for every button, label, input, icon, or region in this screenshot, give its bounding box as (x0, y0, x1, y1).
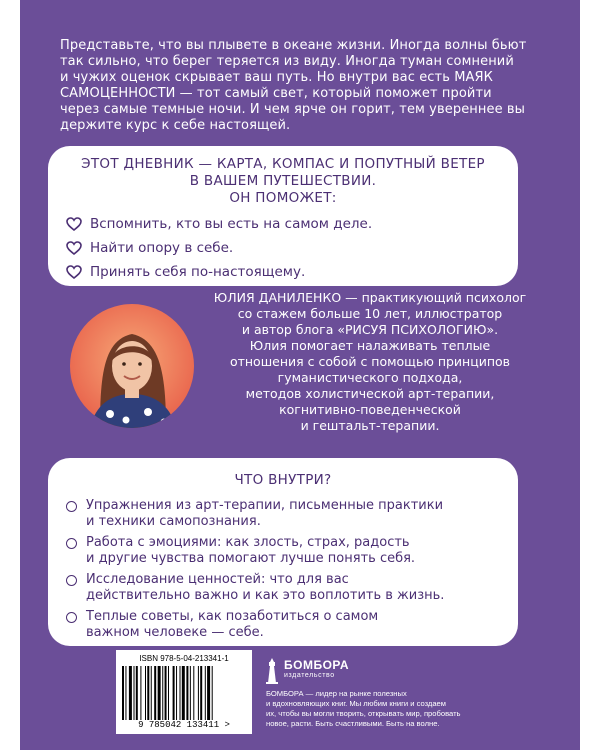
list-item-text: Принять себя по-настоящему. (90, 264, 306, 280)
author-bio-line: Юлия помогает налаживать теплые (249, 338, 491, 353)
isbn-number: ISBN 978-5-04-213341-1 (139, 654, 229, 663)
barcode-bar (207, 666, 210, 720)
barcode-bar (200, 666, 202, 720)
barcode-bar (125, 666, 126, 720)
barcode-bar (158, 666, 161, 720)
lighthouse-icon (264, 656, 280, 684)
diary-heading-line: ЭТОТ ДНЕВНИК — КАРТА, КОМПАС И ПОПУТНЫЙ ВЕТЕР (81, 156, 485, 172)
list-item (66, 572, 506, 604)
diary-heading-line: ОН ПОМОЖЕТ: (229, 190, 337, 206)
publisher-blurb-line: их, чтобы вы могли творить, открывать мир, пробовать (266, 709, 461, 718)
list-item (66, 498, 506, 530)
publisher-logo (264, 656, 374, 686)
barcode-bar (134, 666, 135, 720)
diary-heading (48, 156, 518, 207)
diary-list (66, 212, 372, 284)
list-item-text: Исследование ценностей: что для вас действительно важно и как это воплотить в жизнь. (86, 572, 445, 603)
circle-bullet-icon (66, 612, 77, 623)
barcode-bar (122, 666, 124, 720)
list-item (66, 236, 372, 260)
barcode-bar (147, 666, 149, 720)
barcode-bar (198, 666, 199, 720)
author-bio-line: когнитивно-поведенческой (279, 402, 461, 417)
barcode-bar (186, 666, 188, 720)
list-item (66, 260, 372, 284)
list-item (66, 609, 506, 641)
intro-line: САМОЦЕННОСТИ — тот самый свет, который поможет пройти (60, 86, 492, 101)
barcode-bar (151, 666, 152, 720)
author-bio-line: отношения с собой с помощью принципов (229, 354, 511, 369)
intro-line: и чужих оценок скрывает ваш путь. Но внутри вас есть МАЯК (60, 70, 493, 85)
circle-bullet-icon (66, 575, 77, 586)
diary-card (48, 146, 518, 286)
barcode-bar (129, 666, 132, 720)
intro-line: Представьте, что вы плывете в океане жизни. Иногда волны бьют (60, 38, 527, 53)
author-bio-line: гуманистического подхода, (277, 370, 463, 385)
barcode-bar (182, 666, 185, 720)
list-item-text: Теплые советы, как позаботиться о самом важном человеке — себе. (86, 609, 379, 640)
barcode-bars (122, 666, 246, 720)
barcode-bar (162, 666, 163, 720)
circle-bullet-icon (66, 501, 77, 512)
isbn-barcode (116, 650, 252, 734)
publisher-blurb-line: БОМБОРА — лидер на рынке полезных (266, 689, 407, 698)
publisher-blurb (266, 689, 482, 729)
publisher-blurb-line: и вдохновляющих книг. Мы любим книги и создаем (266, 699, 447, 708)
publisher-blurb-line: новое, расти. Быть счастливыми. Быть на волне. (266, 719, 440, 728)
list-item-text: Работа с эмоциями: как злость, страх, радость и другие чувства помогают лучше понять себя. (86, 535, 416, 566)
circle-bullet-icon (66, 538, 77, 549)
intro-line: так сильно, что берег теряется из виду. Иногда туман сомнений (60, 54, 514, 69)
heart-icon (66, 217, 82, 231)
barcode-bar (145, 666, 146, 720)
list-item-text: Вспомнить, кто вы есть на самом деле. (90, 216, 373, 232)
list-item (66, 535, 506, 567)
publisher-name: БОМБОРА (284, 658, 350, 672)
barcode-bar (190, 666, 191, 720)
author-bio (180, 290, 560, 434)
list-item-text: Упражнения из арт-терапии, письменные практики и техники самопознания. (86, 498, 444, 529)
author-bio-line: методов холистической арт-терапии, (245, 386, 495, 401)
author-bio-line: и автор блога «РИСУЯ ПСИХОЛОГИЮ». (241, 322, 499, 337)
barcode-bar (193, 666, 194, 720)
author-bio-line: ЮЛИЯ ДАНИЛЕНКО — практикующий психолог (213, 290, 527, 305)
barcode-bar (136, 666, 138, 720)
barcode-bar (212, 666, 213, 720)
inside-list (66, 498, 506, 646)
barcode-bar (154, 666, 156, 720)
barcode-bar (176, 666, 177, 720)
inside-title: ЧТО ВНУТРИ? (234, 472, 332, 488)
heart-icon (66, 241, 82, 255)
author-bio-line: со стажем больше 10 лет, иллюстратор (237, 306, 503, 321)
barcode-bar (173, 666, 175, 720)
barcode-bar (165, 666, 167, 720)
barcode-bar (140, 666, 141, 720)
heart-icon (66, 265, 82, 279)
author-photo (70, 304, 194, 428)
diary-heading-line: В ВАШЕМ ПУТЕШЕСТВИИ. (189, 173, 377, 189)
publisher-subtitle: издательство (284, 672, 335, 679)
intro-line: держите курс к себе настоящей. (60, 118, 291, 133)
intro-text (60, 38, 560, 134)
barcode-bar (205, 666, 206, 720)
barcode-digits: 9 785042 133411 > (138, 720, 230, 730)
barcode-bar (168, 666, 169, 720)
list-item-text: Найти опору в себе. (90, 240, 234, 256)
inside-card (48, 458, 518, 646)
list-item (66, 212, 372, 236)
author-bio-line: и гештальт-терапии. (300, 418, 440, 433)
intro-line: через самые темные ночи. И чем ярче он горит, тем увереннее вы (60, 102, 526, 117)
barcode-bar (180, 666, 181, 720)
